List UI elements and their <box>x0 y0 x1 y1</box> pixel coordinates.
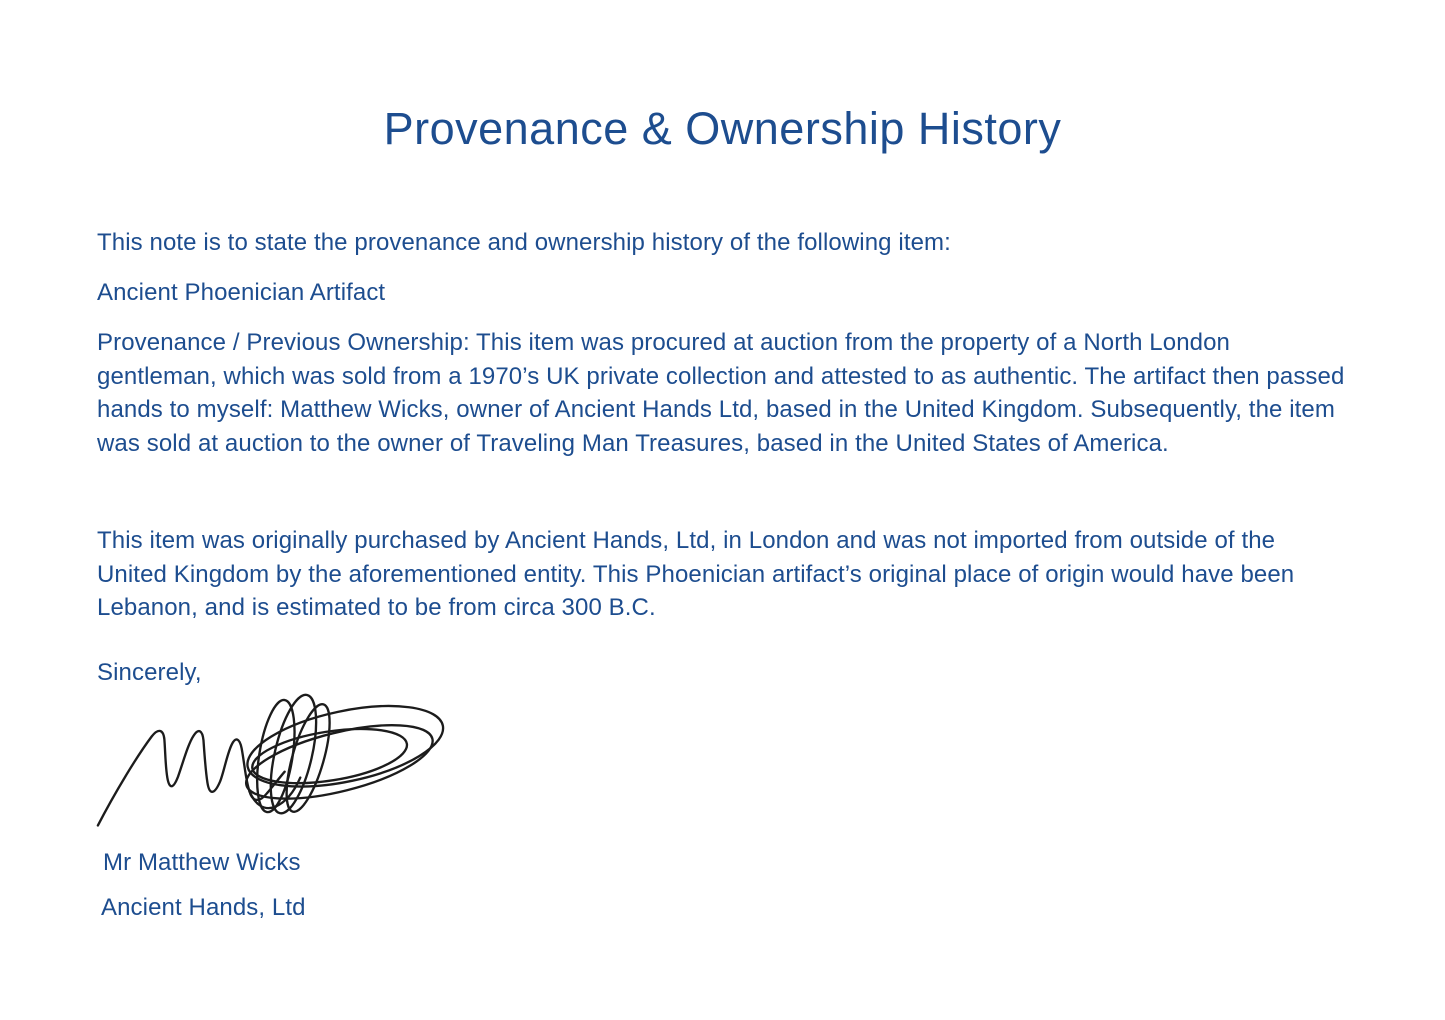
provenance-paragraph: Provenance / Previous Ownership: This item was procured at auction from the property of a North London gentleman, which was sold from a 1970’s UK private collection and attested to as authentic. The artifact then passed hands to myself: Matthew Wicks, owner of Ancient Hands Ltd, based in the United Kingdom. Subsequently, the item was sold at auction to the owner of Traveling Man Treasures, based in the United States of America. <box>97 329 1345 457</box>
signatory-name: Mr Matthew Wicks <box>103 849 301 876</box>
intro-paragraph: This note is to state the provenance and ownership history of the following item: <box>97 229 951 256</box>
document-title: Provenance & Ownership History <box>383 103 1062 154</box>
closing-salutation: Sincerely, <box>97 659 202 686</box>
item-name: Ancient Phoenician Artifact <box>97 279 386 306</box>
signatory-company: Ancient Hands, Ltd <box>101 894 306 921</box>
handwritten-signature-icon <box>93 682 445 834</box>
origin-paragraph: This item was originally purchased by Ancient Hands, Ltd, in London and was not imported from outside of the United Kingdom by the aforementioned entity. This Phoenician artifact’s original place of origin would have been Lebanon, and is estimated to be from circa 300 B.C. <box>97 527 1295 621</box>
